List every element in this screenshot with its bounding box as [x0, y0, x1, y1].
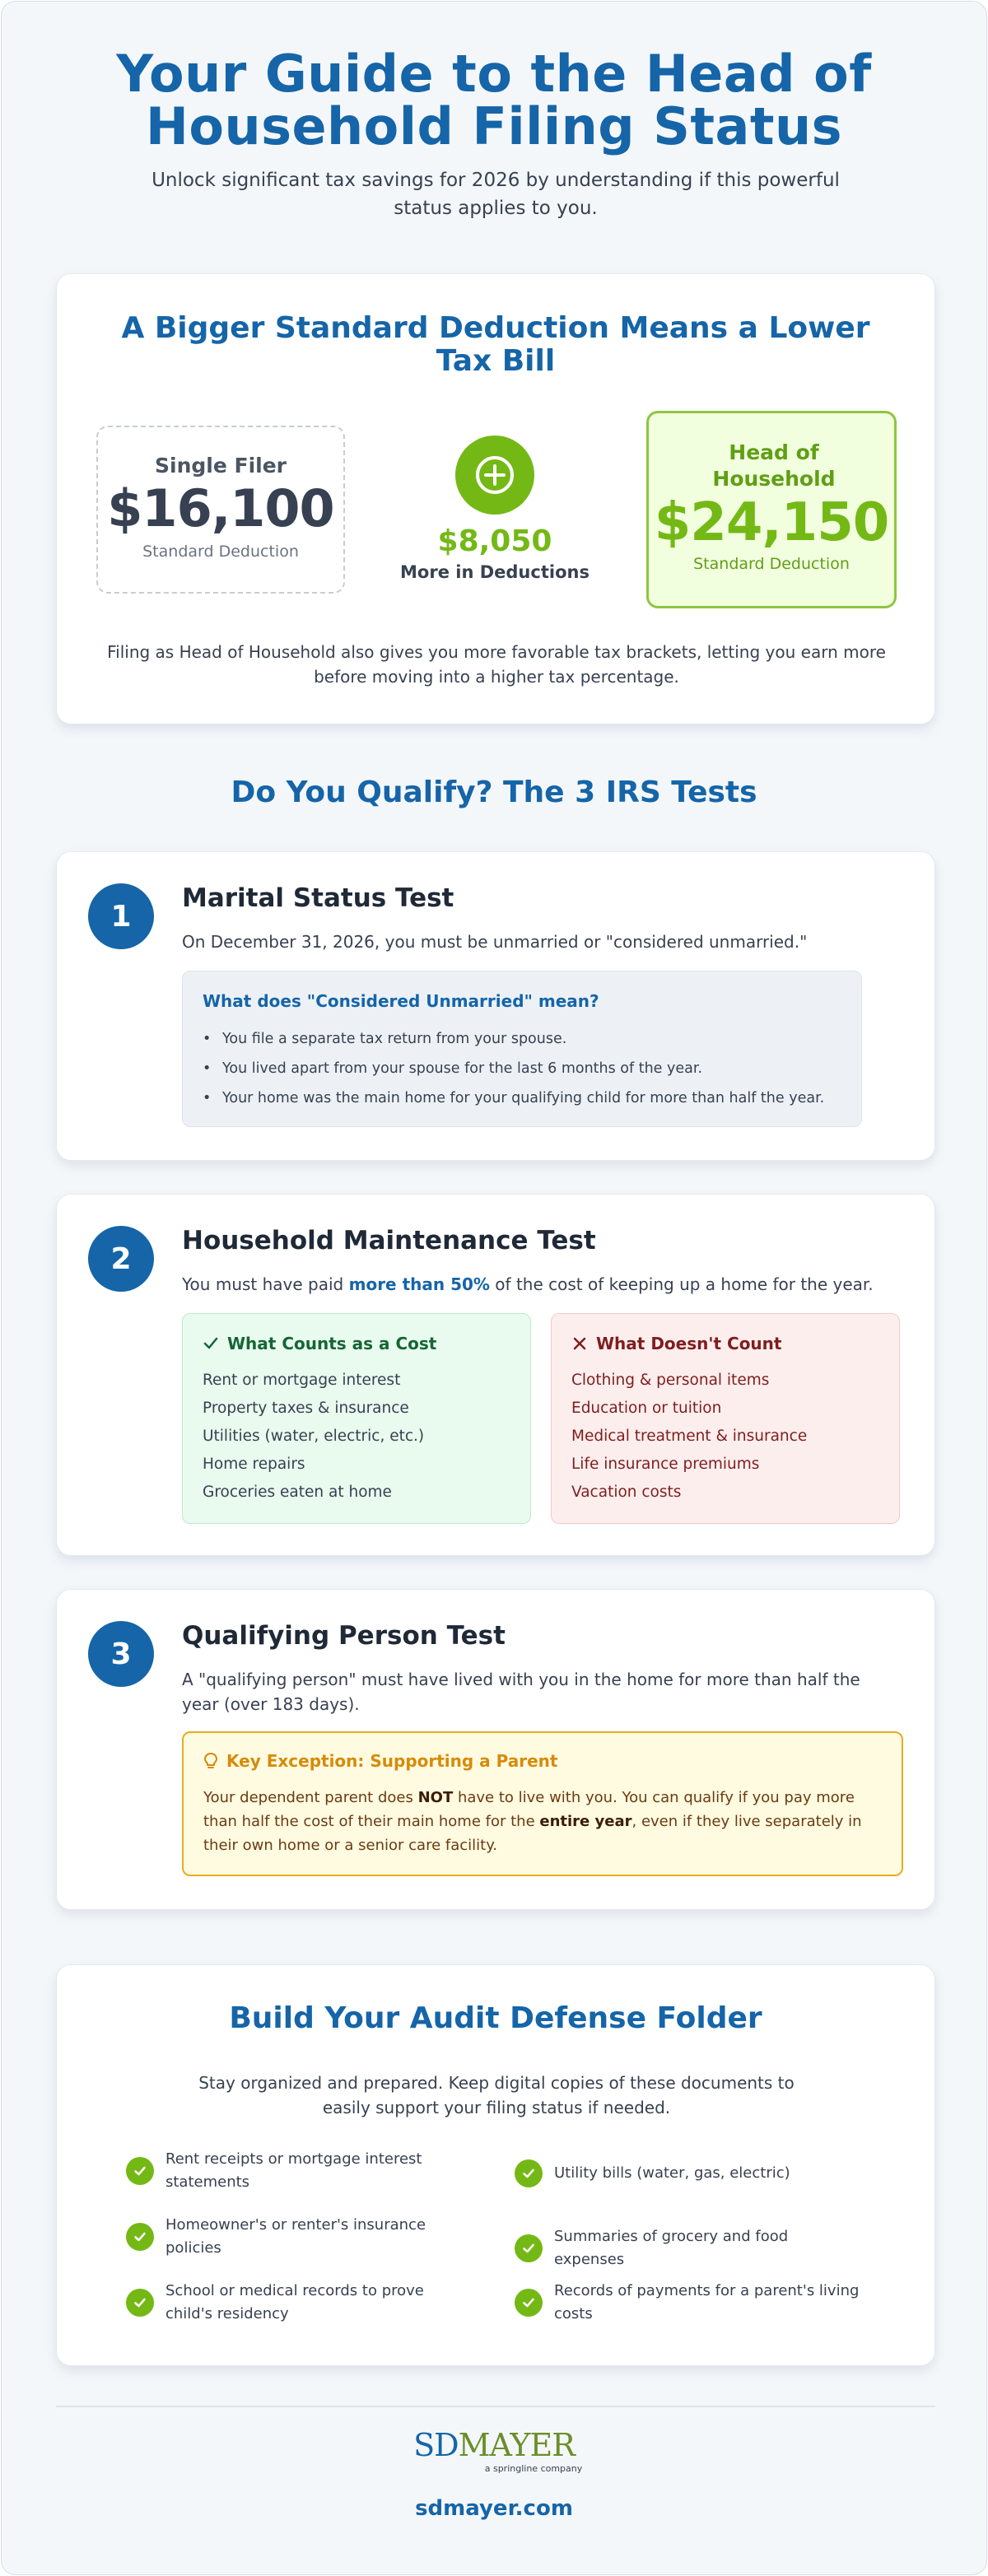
considered-unmarried-title: What does "Considered Unmarried" mean?: [203, 991, 599, 1011]
footer-divider: [56, 2406, 935, 2407]
head-of-household-note: Standard Deduction: [693, 555, 850, 573]
test-description: On December 31, 2026, you must be unmarried or "considered unmarried.": [182, 932, 808, 952]
check-circle-icon: [126, 2289, 154, 2317]
parent-exception-text: [203, 1786, 887, 1857]
page-title-line-2: Household Filing Status: [145, 96, 843, 156]
parent-exception-heading: [203, 1751, 557, 1771]
list-item: Groceries eaten at home: [203, 1484, 392, 1501]
deduction-card: [56, 273, 935, 724]
deduction-title: [57, 312, 934, 378]
company-logo[interactable]: [2, 2429, 986, 2474]
document-item-line: policies: [165, 2239, 221, 2257]
document-item-line: Rent receipts or mortgage interest: [165, 2150, 422, 2168]
exception-text: Your dependent parent does: [203, 1789, 418, 1806]
audit-folder-intro: [189, 2071, 804, 2120]
audit-folder-intro-line-2: easily support your filing status if needed.: [322, 2098, 671, 2117]
test-card-household: [56, 1194, 935, 1556]
logo-wordmark: [2, 2429, 986, 2462]
exception-text: , even if they live separately in: [631, 1813, 862, 1830]
parent-exception-title: Key Exception: Supporting a Parent: [226, 1751, 558, 1771]
deduction-footnote-line-2: before moving into a higher tax percentage.: [314, 667, 679, 687]
document-item-text: [165, 2214, 426, 2260]
document-item: [515, 2159, 860, 2187]
document-item: [126, 2280, 472, 2326]
does-not-count-heading: [571, 1334, 781, 1353]
considered-unmarried-list: [203, 1024, 824, 1113]
list-item: Medical treatment & insurance: [571, 1428, 808, 1445]
document-item-text: [554, 2280, 859, 2326]
single-filer-box: [96, 426, 345, 594]
deduction-difference-label: More in Deductions: [400, 562, 590, 582]
step-number-1: 1: [88, 883, 154, 949]
deduction-title-line-2: Tax Bill: [436, 344, 556, 378]
deduction-footnote-line-1: Filing as Head of Household also gives you more favorable tax brackets, letting you earn more: [107, 642, 886, 662]
check-circle-icon: [515, 2159, 543, 2187]
test-description: [182, 1667, 890, 1717]
audit-folder-intro-line-1: Stay organized and prepared. Keep digital copies of these documents to: [198, 2073, 795, 2093]
exception-emphasis: NOT: [417, 1789, 454, 1806]
list-item: Vacation costs: [571, 1484, 682, 1501]
check-circle-icon: [126, 2223, 154, 2251]
test-description-text: of the cost of keeping up a home for the year.: [489, 1274, 874, 1294]
list-item: • You lived apart from your spouse for the last 6 months of the year.: [203, 1054, 824, 1083]
counts-as-cost-box: [182, 1313, 531, 1524]
website-link[interactable]: sdmayer.com: [415, 2496, 573, 2521]
document-item: [126, 2148, 472, 2194]
deduction-footnote: [98, 640, 895, 689]
single-filer-note: Standard Deduction: [142, 543, 299, 561]
logo-tagline: a springline company: [484, 2463, 583, 2474]
plus-circle-icon: [455, 436, 534, 515]
does-not-count-list: [571, 1367, 807, 1507]
document-item: [126, 2214, 472, 2260]
head-of-household-amount: $24,150: [654, 492, 889, 553]
deduction-difference-amount: $8,050: [437, 524, 552, 558]
check-circle-icon: [126, 2157, 154, 2185]
test-description: [182, 1272, 890, 1297]
list-item: Home repairs: [203, 1456, 305, 1473]
single-filer-amount: $16,100: [107, 478, 334, 538]
counts-as-cost-heading: [203, 1334, 436, 1353]
test-description-emphasis: more than 50%: [348, 1274, 490, 1294]
document-item-line: Homeowner's or renter's insurance: [165, 2216, 426, 2234]
exception-emphasis: entire year: [539, 1813, 632, 1830]
document-item-text: Utility bills (water, gas, electric): [554, 2164, 790, 2182]
exception-text: than half the cost of their main home for the: [203, 1813, 540, 1830]
exception-text: have to live with you. You can qualify if you pay more: [453, 1789, 855, 1806]
page-subtitle: [125, 166, 866, 222]
single-filer-label: Single Filer: [155, 454, 287, 477]
exception-text: their own home or a senior care facility.: [203, 1837, 498, 1854]
document-item-line: Records of payments for a parent's living: [554, 2282, 860, 2299]
considered-unmarried-box: [182, 971, 862, 1127]
list-item: Utilities (water, electric, etc.): [203, 1428, 425, 1445]
page-title-line-1: Your Guide to the Head of: [116, 44, 872, 104]
document-item-line: child's residency: [165, 2305, 289, 2322]
page-title: [2, 44, 986, 156]
test-description-text: You must have paid: [182, 1274, 349, 1294]
counts-as-cost-list: [203, 1367, 424, 1507]
test-description-line-2: year (over 183 days).: [182, 1694, 360, 1714]
x-icon: [571, 1335, 588, 1352]
audit-folder-title: Build Your Audit Defense Folder: [229, 2001, 762, 2035]
check-icon: [203, 1335, 219, 1352]
list-item: • You file a separate tax return from your spouse.: [203, 1024, 824, 1054]
test-title: Household Maintenance Test: [182, 1226, 596, 1255]
test-card-qualifying-person: [56, 1589, 935, 1910]
test-title: Marital Status Test: [182, 883, 454, 913]
parent-exception-box: [182, 1731, 903, 1876]
qualify-heading: Do You Qualify? The 3 IRS Tests: [231, 776, 757, 809]
document-item-line: statements: [165, 2173, 250, 2191]
list-item: Rent or mortgage interest: [203, 1372, 401, 1389]
list-item: Life insurance premiums: [571, 1456, 760, 1473]
page-subtitle-line-1: Unlock significant tax savings for 2026 by understanding if this powerful: [151, 170, 840, 191]
logo-mayer: MAYER: [458, 2427, 575, 2463]
check-circle-icon: [515, 2234, 543, 2262]
logo-sd: SD: [413, 2427, 459, 2463]
test-description-line-1: A "qualifying person" must have lived with you in the home for more than half the: [182, 1670, 860, 1689]
does-not-count-box: [551, 1313, 900, 1524]
document-item-text: Summaries of grocery and food expenses: [554, 2228, 789, 2268]
list-item: Education or tuition: [571, 1400, 722, 1417]
does-not-count-title: What Doesn't Count: [596, 1334, 782, 1353]
step-number-3: 3: [88, 1621, 154, 1687]
counts-as-cost-title: What Counts as a Cost: [227, 1334, 437, 1353]
document-item-line: costs: [554, 2305, 593, 2322]
document-item: [515, 2280, 860, 2326]
check-circle-icon: [515, 2289, 543, 2317]
head-of-household-label: Head of Household: [712, 440, 836, 491]
list-item: Clothing & personal items: [571, 1372, 770, 1389]
audit-folder-card: [56, 1964, 935, 2366]
list-item: • Your home was the main home for your qualifying child for more than half the year.: [203, 1083, 824, 1113]
head-of-household-box: [646, 411, 897, 608]
document-item: [515, 2225, 860, 2271]
list-item: Property taxes & insurance: [203, 1400, 409, 1417]
step-number-2: 2: [88, 1226, 154, 1292]
test-title: Qualifying Person Test: [182, 1621, 506, 1651]
deduction-title-line-1: A Bigger Standard Deduction Means a Lower: [121, 311, 870, 345]
document-item-text: [165, 2148, 422, 2194]
page: [1, 1, 987, 2575]
page-subtitle-line-2: status applies to you.: [394, 198, 598, 219]
lightbulb-icon: [203, 1752, 218, 1770]
document-item-text: [165, 2280, 424, 2326]
test-card-marital: [56, 851, 935, 1161]
document-item-line: School or medical records to prove: [165, 2282, 424, 2299]
